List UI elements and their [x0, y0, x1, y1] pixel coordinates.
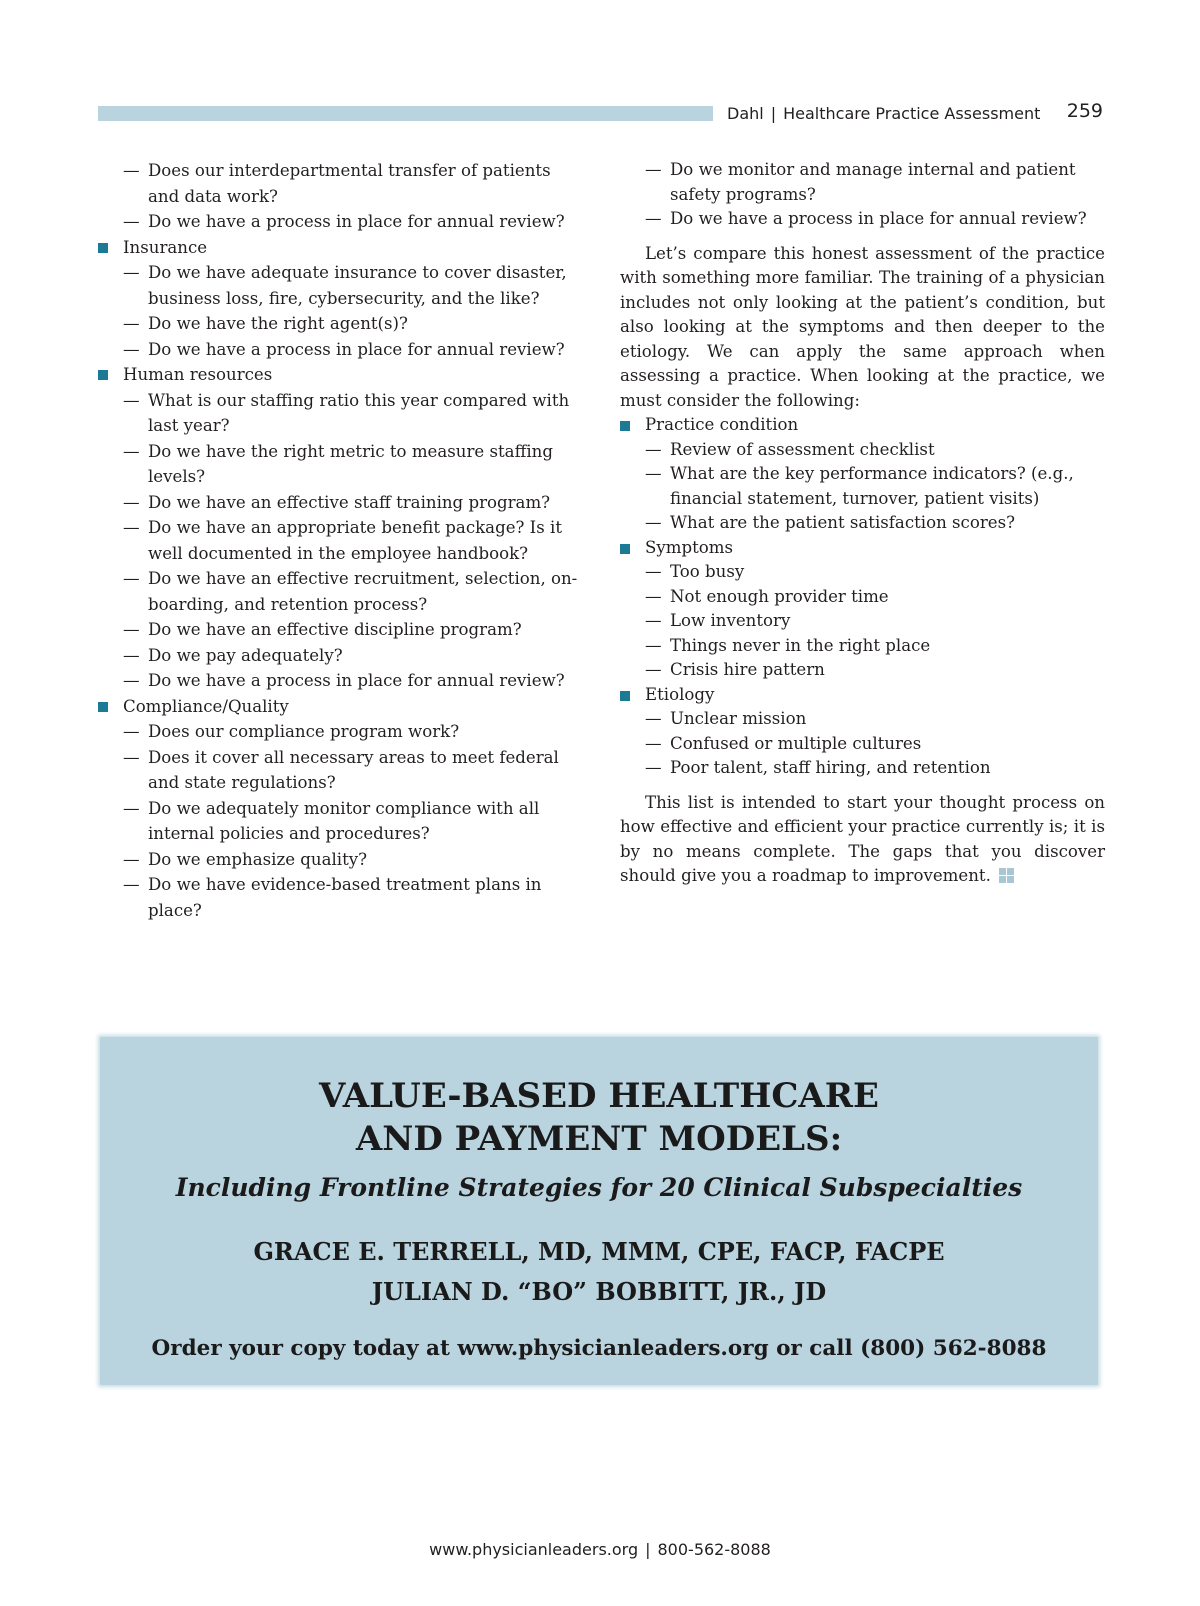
list-item — [620, 207, 1105, 232]
left-column — [98, 158, 584, 923]
dash-marker: — — [123, 339, 140, 359]
dash-marker: — — [123, 263, 140, 282]
header-author: Dahl — [727, 104, 764, 123]
list-item-text: Do we have an effective discipline program? — [148, 620, 522, 639]
list-item — [98, 872, 584, 923]
intro-paragraph: Let’s compare this honest assessment of the practice with something more familiar. The training of a physician includes not only looking at the patient’s condition, but also looking at the symptoms and then deeper to the etiology. We can apply the same approach when assessing a practice. When looking at the practice, we must consider the following: — [620, 243, 1105, 410]
section-title: Practice condition — [645, 415, 799, 434]
list-item-text: Do we adequately monitor compliance with all internal policies and procedures? — [148, 798, 540, 843]
section-title: Symptoms — [645, 537, 734, 557]
list-item — [98, 847, 584, 873]
dash-marker: — — [123, 314, 140, 333]
section-heading — [98, 362, 584, 388]
dash-marker: — — [123, 161, 140, 180]
list-item — [98, 388, 584, 439]
list-item — [620, 732, 1105, 757]
list-item-text: Do we have evidence-based treatment plans in place? — [148, 875, 542, 920]
closing-paragraph-text: This list is intended to start your thought process on how effective and efficient your practice currently is; it is by no means complete. The gaps that you discover should give you a roadmap to improvement. — [620, 792, 1105, 885]
page-footer — [0, 1540, 1200, 1559]
list-item — [98, 311, 584, 337]
list-item — [98, 566, 584, 617]
section-heading — [98, 235, 584, 261]
dash-marker: — — [645, 709, 662, 728]
dash-marker: — — [123, 441, 140, 461]
footer-phone: 800-562-8088 — [657, 1540, 771, 1559]
list-item — [620, 158, 1105, 207]
list-item-text: Too busy — [670, 562, 745, 581]
list-item-text: Things never in the right place — [670, 635, 931, 655]
list-item — [98, 439, 584, 490]
dash-marker: — — [645, 635, 662, 655]
dash-marker: — — [645, 160, 662, 179]
footer-website: www.physicianleaders.org — [429, 1540, 639, 1559]
list-item-text: Do we have the right agent(s)? — [148, 314, 408, 333]
ad-authors — [100, 1232, 1098, 1312]
section-symptoms — [620, 536, 1105, 683]
list-item-text: Do we have a process in place for annual review? — [148, 671, 565, 690]
list-item — [620, 756, 1105, 781]
square-bullet-icon — [98, 243, 108, 253]
ad-title-line1: VALUE-BASED HEALTHCARE — [319, 1076, 879, 1116]
list-item-text: Do we have an effective staff training program? — [148, 492, 551, 512]
list-item-text: Do we have an effective recruitment, selection, on-boarding, and retention process? — [148, 569, 578, 614]
dash-marker: — — [645, 439, 662, 459]
list-item — [620, 585, 1105, 610]
list-item-text: Review of assessment checklist — [670, 439, 935, 459]
list-item — [620, 658, 1105, 683]
ad-author-1: GRACE E. TERRELL, MD, MMM, CPE, FACP, FACPE — [253, 1237, 945, 1266]
section-title: Compliance/Quality — [123, 696, 289, 716]
list-item — [98, 337, 584, 363]
dash-marker: — — [645, 513, 662, 532]
right-column — [620, 158, 1105, 889]
list-item — [98, 796, 584, 847]
list-item — [620, 609, 1105, 634]
list-item — [98, 617, 584, 643]
section-heading — [98, 694, 584, 720]
section-insurance — [98, 235, 584, 363]
list-item-text: Do we have the right metric to measure staffing levels? — [148, 441, 553, 486]
list-item-text: Do we have an appropriate benefit package? Is it well documented in the employee handbook? — [148, 518, 563, 563]
list-item-text: Unclear mission — [670, 709, 807, 728]
list-item — [620, 707, 1105, 732]
section-title: Etiology — [645, 684, 715, 704]
list-item — [98, 643, 584, 669]
right-lead-list — [620, 158, 1105, 232]
dash-marker: — — [123, 671, 140, 690]
list-item-text: Do we have adequate insurance to cover disaster, business loss, fire, cybersecurity, and the like? — [148, 263, 567, 308]
dash-marker: — — [645, 464, 662, 483]
list-item-text: Confused or multiple cultures — [670, 733, 922, 753]
closing-paragraph — [620, 791, 1105, 889]
list-item-text: What is our staffing ratio this year compared with last year? — [148, 390, 570, 435]
list-item-text: Does it cover all necessary areas to meet federal and state regulations? — [148, 747, 559, 792]
ad-title — [100, 1075, 1098, 1161]
dash-marker: — — [123, 849, 140, 869]
section-title: Insurance — [123, 237, 208, 257]
dash-marker: — — [123, 747, 140, 767]
dash-marker: — — [123, 875, 140, 894]
ad-order-text: Order your copy today at www.physicianleaders.org or call (800) 562-8088 — [151, 1336, 1047, 1361]
dash-marker: — — [645, 733, 662, 753]
list-item — [620, 511, 1105, 536]
list-item — [98, 719, 584, 745]
list-item — [98, 490, 584, 516]
dash-marker: — — [123, 212, 140, 231]
dash-marker: — — [645, 758, 662, 777]
square-bullet-icon — [620, 421, 630, 431]
footer-separator: | — [645, 1540, 651, 1559]
list-item — [620, 634, 1105, 659]
list-item-text: Not enough provider time — [670, 586, 889, 606]
page-number: 259 — [1066, 100, 1103, 122]
list-item-text: Do we have a process in place for annual review? — [148, 339, 565, 359]
section-title: Human resources — [123, 365, 273, 384]
dash-marker: — — [123, 722, 140, 741]
ad-subtitle: Including Frontline Strategies for 20 Clinical Subspecialties — [175, 1173, 1023, 1202]
section-heading — [620, 536, 1105, 561]
section-compliance-quality — [98, 694, 584, 924]
list-item — [98, 745, 584, 796]
dash-marker: — — [123, 492, 140, 512]
dash-marker: — — [645, 660, 662, 679]
list-item — [98, 209, 584, 235]
list-item-text: Poor talent, staff hiring, and retention — [670, 758, 991, 777]
list-item-text: Does our compliance program work? — [148, 722, 460, 741]
list-item — [620, 462, 1105, 511]
dash-marker: — — [645, 562, 662, 581]
section-human-resources — [98, 362, 584, 694]
section-heading — [620, 413, 1105, 438]
list-item-text: Crisis hire pattern — [670, 660, 825, 679]
list-item — [98, 158, 584, 209]
list-item-text: Do we have a process in place for annual review? — [670, 209, 1087, 228]
ad-author-2: JULIAN D. “BO” BOBBITT, JR., JD — [371, 1277, 827, 1306]
list-item-text: What are the key performance indicators? (e.g., financial statement, turnover, patient visits) — [670, 464, 1074, 508]
dash-marker: — — [645, 586, 662, 606]
section-etiology — [620, 683, 1105, 781]
end-of-article-icon — [999, 868, 1014, 883]
list-item — [98, 668, 584, 694]
header-rule-bar — [98, 106, 713, 121]
list-item-text: What are the patient satisfaction scores? — [670, 513, 1016, 532]
running-header — [727, 104, 1047, 123]
list-item-text: Do we pay adequately? — [148, 645, 343, 665]
square-bullet-icon — [620, 691, 630, 701]
list-item — [620, 560, 1105, 585]
list-item — [98, 515, 584, 566]
left-lead-list — [98, 158, 584, 235]
dash-marker: — — [123, 518, 140, 537]
dash-marker: — — [123, 569, 140, 588]
list-item-text: Low inventory — [670, 611, 791, 630]
dash-marker: — — [123, 798, 140, 818]
dash-marker: — — [123, 620, 140, 639]
list-item-text: Do we have a process in place for annual review? — [148, 212, 565, 231]
header-title: Healthcare Practice Assessment — [783, 104, 1041, 123]
book-advertisement — [100, 1037, 1098, 1385]
dash-marker: — — [645, 611, 662, 630]
square-bullet-icon — [620, 544, 630, 554]
header-separator: | — [770, 104, 777, 123]
dash-marker: — — [123, 390, 140, 410]
ad-title-line2: AND PAYMENT MODELS: — [355, 1119, 843, 1159]
list-item-text: Do we monitor and manage internal and patient safety programs? — [670, 160, 1076, 204]
dash-marker: — — [645, 209, 662, 228]
list-item-text: Does our interdepartmental transfer of patients and data work? — [148, 161, 551, 206]
section-heading — [620, 683, 1105, 708]
section-practice-condition — [620, 413, 1105, 536]
dash-marker: — — [123, 645, 140, 665]
square-bullet-icon — [98, 702, 108, 712]
list-item-text: Do we emphasize quality? — [148, 849, 368, 869]
square-bullet-icon — [98, 370, 108, 380]
list-item — [620, 438, 1105, 463]
list-item — [98, 260, 584, 311]
